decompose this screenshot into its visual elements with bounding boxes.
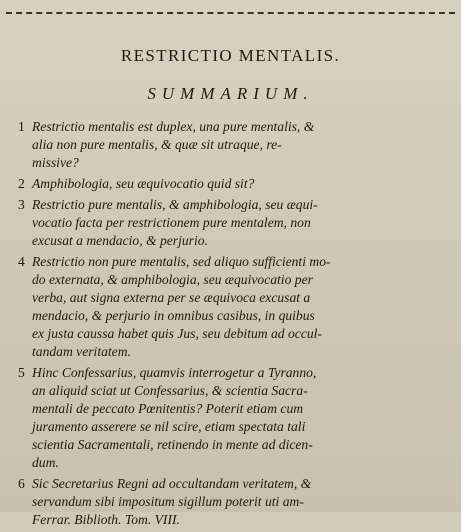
- summary-item: [18, 475, 458, 529]
- item-number: 3: [18, 197, 25, 212]
- item-number: 1: [18, 119, 25, 134]
- item-text-line: missive?: [32, 155, 79, 170]
- item-text-line: excusat a mendacio, & perjurio.: [32, 233, 208, 248]
- item-text-line: Restrictio mentalis est duplex, una pure mentalis, &: [32, 119, 315, 134]
- item-text-line: Restrictio pure mentalis, & amphibologia, seu æqui-: [32, 197, 318, 212]
- summary-item: [18, 196, 458, 250]
- page-title: RESTRICTIO MENTALIS.: [120, 46, 341, 65]
- item-text-line: an aliquid sciat ut Confessarius, & scientia Sacra-: [32, 383, 308, 398]
- item-text-line: Amphibologia, seu æquivocatio quid sit?: [32, 176, 255, 191]
- item-number: 4: [18, 254, 25, 269]
- item-text-line: ex justa caussa habet quis Jus, seu debitum ad occul-: [32, 326, 322, 341]
- item-text-line: Sic Secretarius Regni ad occultandam veritatem, &: [32, 476, 312, 491]
- item-number: 2: [18, 176, 25, 191]
- item-number: 5: [18, 365, 25, 380]
- item-text-line: dum.: [32, 455, 59, 470]
- summary-list: [18, 118, 458, 532]
- item-text-line: servandum sibi impositum sigillum poterit uti am-: [32, 494, 304, 509]
- item-text-line: Hinc Confessarius, quamvis interrogetur a Tyranno,: [32, 365, 317, 380]
- item-text-line: mendacio, & perjurio in omnibus casibus, in quibus: [32, 308, 315, 323]
- item-text-line: scientia Sacramentali, retinendo in mente ad dicen-: [32, 437, 313, 452]
- item-text-line: tandam veritatem.: [32, 344, 131, 359]
- item-text-line: do externata, & amphibologia, seu æquivocatio per: [32, 272, 313, 287]
- item-number: 6: [18, 476, 25, 491]
- summary-item: [18, 364, 458, 472]
- item-text-line: verba, aut signa externa per se æquivoca excusat a: [32, 290, 311, 305]
- item-text-line: mentali de peccato Pœnitentis? Poterit etiam cum: [32, 401, 304, 416]
- item-text-line: Restrictio non pure mentalis, sed aliquo sufficienti mo-: [32, 254, 331, 269]
- item-text-line: vocatio facta per restrictionem pure mentalem, non: [32, 215, 311, 230]
- page-subtitle: SUMMARIUM.: [147, 84, 314, 103]
- summary-item: [18, 118, 458, 172]
- item-text-line: juramento asserere se nil scire, etiam spectata tali: [32, 419, 306, 434]
- item-text-line: Ferrar. Biblioth. Tom. VIII.: [32, 512, 180, 527]
- top-rule: [6, 12, 455, 14]
- summary-item: [18, 253, 458, 361]
- item-text-line: alia non pure mentalis, & quæ sit utraque, re-: [32, 137, 282, 152]
- summary-item: [18, 175, 458, 193]
